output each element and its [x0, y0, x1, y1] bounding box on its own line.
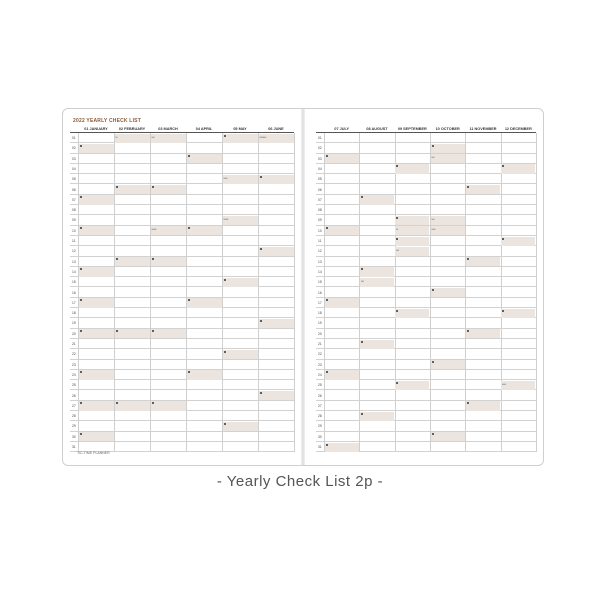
check-mark-icon — [467, 402, 469, 404]
cell-note: ••••• — [151, 227, 157, 232]
check-cell[interactable] — [466, 401, 500, 410]
day-number: 16 — [72, 290, 76, 295]
check-mark-icon — [80, 433, 82, 435]
check-mark-icon — [260, 320, 262, 322]
check-cell[interactable] — [431, 288, 465, 297]
check-cell[interactable] — [79, 267, 114, 276]
day-number: 18 — [72, 311, 76, 316]
day-number: 26 — [318, 393, 322, 398]
day-row — [316, 391, 536, 401]
check-cell[interactable] — [360, 340, 394, 349]
check-mark-icon — [116, 258, 118, 260]
check-cell[interactable] — [187, 370, 222, 379]
day-number: 31 — [72, 445, 76, 449]
day-number: 29 — [318, 424, 322, 429]
check-mark-icon — [80, 196, 82, 198]
day-number: 08 — [318, 208, 322, 213]
check-cell[interactable] — [431, 226, 465, 235]
check-cell[interactable] — [151, 134, 186, 143]
day-number: 19 — [72, 321, 76, 326]
day-number: 02 — [318, 146, 322, 151]
day-number: 24 — [318, 372, 322, 377]
cell-note: ••••• — [223, 216, 229, 221]
day-row — [70, 215, 294, 225]
day-number: 09 — [72, 218, 76, 223]
check-mark-icon — [432, 433, 434, 435]
check-cell[interactable] — [501, 381, 535, 390]
day-row — [70, 411, 294, 421]
day-row — [70, 339, 294, 349]
check-cell[interactable] — [79, 226, 114, 235]
day-row — [70, 277, 294, 287]
check-mark-icon — [432, 289, 434, 291]
day-number: 18 — [318, 311, 322, 316]
check-mark-icon — [224, 279, 226, 281]
check-mark-icon — [361, 268, 363, 270]
check-cell[interactable] — [325, 370, 359, 379]
check-mark-icon — [326, 155, 328, 157]
cell-note: •• — [115, 134, 118, 139]
check-cell[interactable] — [187, 226, 222, 235]
day-number: 26 — [72, 393, 76, 398]
day-row — [70, 421, 294, 431]
check-cell[interactable] — [466, 329, 500, 338]
check-mark-icon — [260, 248, 262, 250]
day-row — [316, 432, 536, 442]
check-cell[interactable] — [187, 298, 222, 307]
day-number: 17 — [72, 300, 76, 305]
day-number: 13 — [72, 259, 76, 264]
check-cell[interactable] — [79, 144, 114, 153]
month-header: 05 MAY — [233, 127, 247, 131]
check-mark-icon — [396, 382, 398, 384]
day-number: 29 — [72, 424, 76, 429]
day-row — [70, 164, 294, 174]
day-number: 12 — [318, 249, 322, 254]
column-divider — [395, 133, 399, 452]
check-mark-icon — [152, 330, 154, 332]
day-row — [316, 174, 536, 184]
check-cell[interactable] — [115, 257, 150, 266]
column-divider — [324, 133, 325, 452]
check-cell[interactable] — [115, 185, 150, 194]
month-header: 06 JUNE — [268, 127, 284, 131]
day-number: 11 — [72, 239, 76, 243]
check-cell[interactable] — [501, 164, 535, 173]
check-mark-icon — [396, 238, 398, 240]
column-divider — [359, 133, 360, 452]
check-cell[interactable] — [223, 422, 258, 431]
check-mark-icon — [80, 145, 82, 147]
day-row — [70, 288, 294, 298]
check-cell[interactable] — [223, 350, 258, 359]
day-number: 12 — [72, 249, 76, 254]
day-number: 28 — [318, 414, 322, 419]
day-row — [70, 154, 294, 164]
day-number: 08 — [72, 208, 76, 213]
check-cell[interactable] — [395, 309, 429, 318]
check-mark-icon — [260, 176, 262, 178]
check-mark-icon — [361, 341, 363, 343]
check-mark-icon — [361, 413, 363, 415]
check-mark-icon — [326, 299, 328, 301]
day-number: 03 — [318, 156, 322, 161]
left-page — [63, 109, 303, 465]
check-cell[interactable] — [187, 154, 222, 163]
cell-note: ••• — [396, 247, 400, 252]
check-mark-icon — [188, 371, 190, 373]
check-cell[interactable] — [259, 247, 294, 256]
check-mark-icon — [467, 330, 469, 332]
check-cell[interactable] — [79, 298, 114, 307]
check-cell[interactable] — [79, 195, 114, 204]
day-number: 06 — [318, 187, 322, 192]
day-number: 05 — [72, 177, 76, 182]
check-cell[interactable] — [466, 257, 500, 266]
check-mark-icon — [152, 258, 154, 260]
day-number: 07 — [72, 197, 76, 202]
day-row — [316, 339, 536, 349]
cell-note: ••• — [431, 216, 435, 221]
check-cell[interactable] — [79, 370, 114, 379]
check-cell[interactable] — [115, 401, 150, 410]
check-cell[interactable] — [223, 175, 258, 184]
check-mark-icon — [224, 135, 226, 137]
cell-note: •••• — [502, 381, 507, 386]
day-number: 27 — [318, 403, 322, 408]
check-mark-icon — [188, 299, 190, 301]
check-cell[interactable] — [395, 164, 429, 173]
check-cell[interactable] — [360, 195, 394, 204]
day-number: 23 — [318, 362, 322, 367]
check-mark-icon — [467, 258, 469, 260]
check-mark-icon — [80, 402, 82, 404]
check-mark-icon — [80, 268, 82, 270]
check-mark-icon — [152, 186, 154, 188]
cell-note: •••• — [223, 175, 228, 180]
cell-note: ••• — [360, 278, 364, 283]
caption: - Yearly Check List 2p - — [216, 473, 384, 490]
check-mark-icon — [80, 330, 82, 332]
day-number: 16 — [318, 290, 322, 295]
day-number: 20 — [72, 331, 76, 336]
check-cell[interactable] — [431, 216, 465, 225]
check-cell[interactable] — [395, 216, 429, 225]
day-number: 15 — [72, 280, 76, 285]
day-row — [70, 205, 294, 215]
column-divider — [536, 133, 537, 452]
column-divider — [294, 133, 295, 452]
day-number: 27 — [72, 403, 76, 408]
month-header: 04 APRIL — [195, 127, 213, 131]
check-cell[interactable] — [79, 432, 114, 441]
check-mark-icon — [502, 238, 504, 240]
month-header: 12 DECEMBER — [504, 127, 532, 131]
day-row — [316, 133, 536, 143]
day-row — [316, 329, 536, 339]
check-cell[interactable] — [151, 329, 186, 338]
check-cell[interactable] — [259, 391, 294, 400]
day-row — [316, 288, 536, 298]
day-row — [70, 236, 294, 246]
day-number: 25 — [318, 383, 322, 388]
day-row — [70, 308, 294, 318]
day-row — [316, 401, 536, 411]
day-number: 25 — [72, 383, 76, 388]
day-number: 20 — [318, 331, 322, 336]
day-number: 13 — [318, 259, 322, 264]
check-mark-icon — [361, 196, 363, 198]
day-number: 21 — [318, 342, 322, 346]
day-number: 23 — [72, 362, 76, 367]
check-mark-icon — [80, 371, 82, 373]
day-number: 14 — [318, 269, 322, 274]
check-mark-icon — [224, 423, 226, 425]
check-cell[interactable] — [395, 247, 429, 256]
check-cell[interactable] — [223, 134, 258, 143]
check-cell[interactable] — [151, 401, 186, 410]
day-number: 01 — [72, 136, 76, 140]
check-cell[interactable] — [223, 278, 258, 287]
month-header: 07 JULY — [334, 127, 349, 131]
check-cell[interactable] — [395, 226, 429, 235]
check-cell[interactable] — [395, 381, 429, 390]
day-number: 04 — [318, 166, 322, 171]
check-cell[interactable] — [360, 267, 394, 276]
month-header: 01 JANUARY — [84, 127, 108, 131]
check-cell[interactable] — [360, 278, 394, 287]
month-header: 09 SEPTEMBER — [397, 127, 427, 131]
day-number: 30 — [318, 434, 322, 439]
column-divider — [186, 133, 187, 452]
check-cell[interactable] — [151, 226, 186, 235]
month-header: 03 MARCH — [158, 127, 178, 131]
day-number: 31 — [318, 445, 322, 449]
day-number: 10 — [72, 228, 76, 233]
check-cell[interactable] — [325, 298, 359, 307]
cell-note: ••••••• — [259, 134, 267, 139]
day-row — [316, 277, 536, 287]
check-cell[interactable] — [79, 329, 114, 338]
day-row — [70, 360, 294, 370]
check-mark-icon — [502, 310, 504, 312]
month-header: 10 OCTOBER — [435, 127, 460, 131]
day-number: 10 — [318, 228, 322, 233]
check-cell[interactable] — [115, 329, 150, 338]
check-cell[interactable] — [325, 226, 359, 235]
check-cell[interactable] — [259, 319, 294, 328]
month-header: 08 AUGUST — [366, 127, 388, 131]
check-mark-icon — [326, 227, 328, 229]
day-row — [316, 411, 536, 421]
check-mark-icon — [326, 371, 328, 373]
check-cell[interactable] — [395, 237, 429, 246]
day-number: 17 — [318, 300, 322, 305]
day-number: 01 — [318, 136, 322, 140]
day-number: 19 — [318, 321, 322, 326]
check-mark-icon — [396, 165, 398, 167]
check-mark-icon — [152, 402, 154, 404]
day-row — [316, 205, 536, 215]
check-cell[interactable] — [79, 401, 114, 410]
check-cell[interactable] — [151, 185, 186, 194]
check-mark-icon — [467, 186, 469, 188]
check-cell[interactable] — [259, 175, 294, 184]
check-mark-icon — [116, 330, 118, 332]
check-mark-icon — [502, 165, 504, 167]
check-cell[interactable] — [431, 432, 465, 441]
day-number: 02 — [72, 146, 76, 151]
day-number: 09 — [318, 218, 322, 223]
check-mark-icon — [188, 155, 190, 157]
day-number: 22 — [318, 352, 322, 357]
day-number: 11 — [318, 239, 322, 243]
planner-spread — [62, 108, 544, 466]
cell-note: •••• — [431, 227, 436, 232]
check-mark-icon — [396, 217, 398, 219]
right-page — [303, 109, 543, 465]
day-number: 07 — [318, 197, 322, 202]
check-cell[interactable] — [431, 154, 465, 163]
cell-note: ••• — [431, 155, 435, 160]
check-mark-icon — [260, 392, 262, 394]
check-cell[interactable] — [325, 154, 359, 163]
check-cell[interactable] — [223, 216, 258, 225]
check-cell[interactable] — [431, 360, 465, 369]
check-cell[interactable] — [501, 309, 535, 318]
check-mark-icon — [326, 444, 328, 446]
day-row — [316, 360, 536, 370]
day-row — [316, 185, 536, 195]
day-row — [316, 421, 536, 431]
day-number: 06 — [72, 187, 76, 192]
day-row — [316, 318, 536, 328]
page-title: 2022 YEARLY CHECK LIST — [73, 118, 141, 124]
check-mark-icon — [224, 351, 226, 353]
check-mark-icon — [116, 186, 118, 188]
month-header: 02 FEBRUARY — [118, 127, 146, 131]
check-mark-icon — [116, 402, 118, 404]
check-cell[interactable] — [325, 443, 359, 452]
day-number: 03 — [72, 156, 76, 161]
check-cell[interactable] — [151, 257, 186, 266]
check-cell[interactable] — [360, 412, 394, 421]
check-mark-icon — [396, 310, 398, 312]
cell-note: ••• — [151, 134, 155, 139]
check-mark-icon — [80, 227, 82, 229]
check-cell[interactable] — [501, 237, 535, 246]
day-number: 21 — [72, 342, 76, 346]
check-mark-icon — [188, 227, 190, 229]
day-number: 28 — [72, 414, 76, 419]
check-cell[interactable] — [431, 144, 465, 153]
day-row — [316, 143, 536, 153]
day-number: 05 — [318, 177, 322, 182]
month-header: 11 NOVEMBER — [469, 127, 497, 131]
check-mark-icon — [80, 299, 82, 301]
check-mark-icon — [432, 361, 434, 363]
check-cell[interactable] — [115, 134, 150, 143]
day-row — [70, 349, 294, 359]
check-cell[interactable] — [259, 134, 294, 143]
day-number: 22 — [72, 352, 76, 357]
day-number: 04 — [72, 166, 76, 171]
day-row — [70, 380, 294, 390]
day-number: 24 — [72, 372, 76, 377]
column-divider — [501, 133, 502, 452]
cell-note: •• — [396, 227, 399, 232]
day-row — [316, 349, 536, 359]
day-row — [316, 257, 536, 267]
day-row — [316, 267, 536, 277]
day-number: 15 — [318, 280, 322, 285]
day-number: 14 — [72, 269, 76, 274]
check-mark-icon — [432, 145, 434, 147]
footnote: TIC-TIME PLANNER — [77, 451, 110, 455]
day-row — [316, 195, 536, 205]
check-cell[interactable] — [466, 185, 500, 194]
day-number: 30 — [72, 434, 76, 439]
